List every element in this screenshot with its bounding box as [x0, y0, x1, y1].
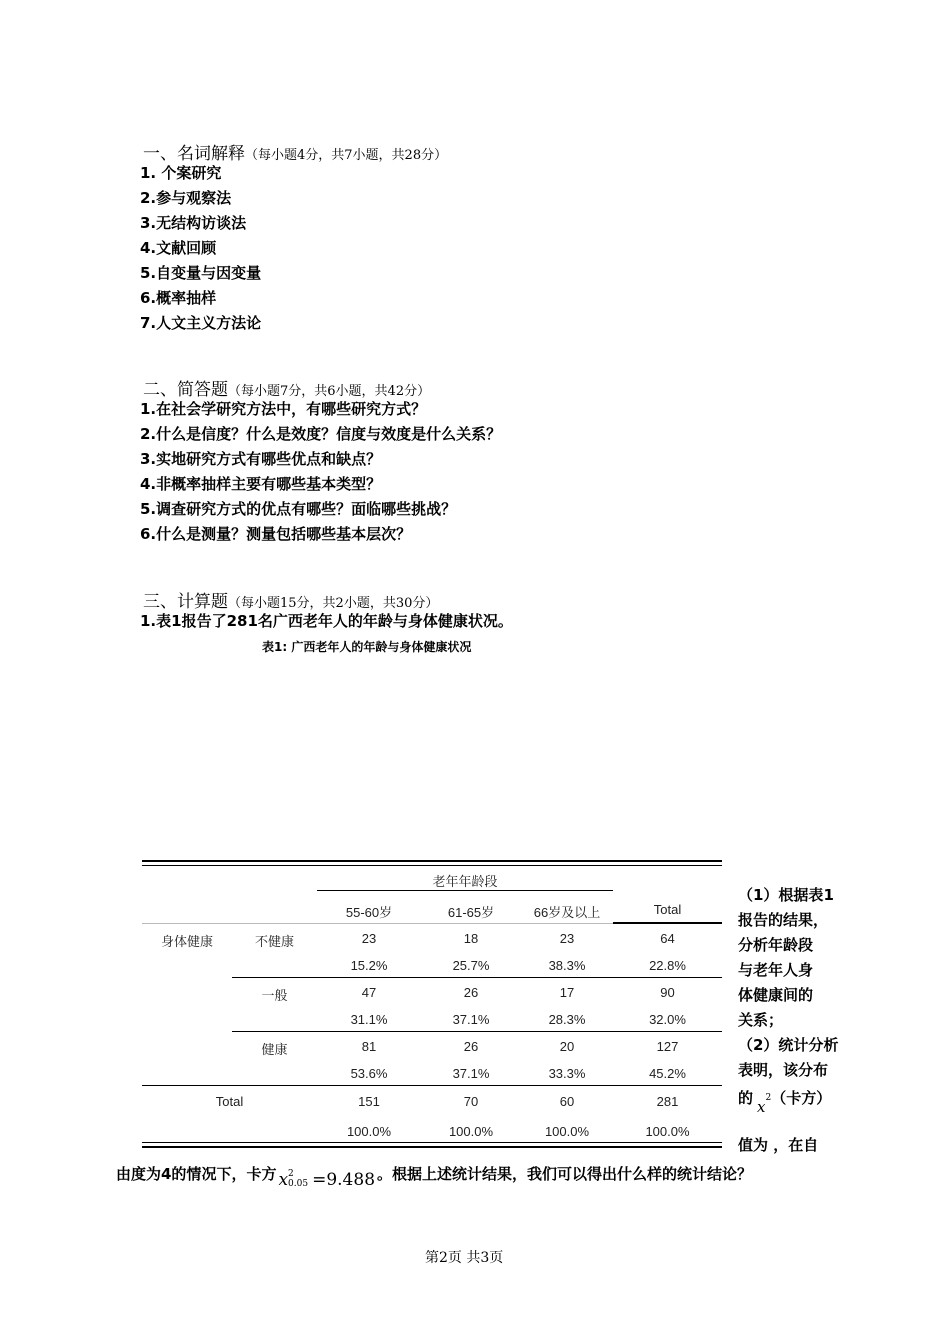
- table-cell: 81: [361, 1039, 377, 1054]
- table-cell: 23: [559, 931, 575, 946]
- group-header: 老年年龄段: [432, 874, 498, 889]
- side-line-chi: [738, 1083, 838, 1116]
- list-item: 7.人文主义方法论: [140, 314, 262, 332]
- table-cell: 127: [656, 1039, 679, 1054]
- table-cell: 47: [361, 985, 377, 1000]
- table-cell: 37.1%: [452, 1066, 490, 1081]
- question-side-text: [738, 883, 839, 1116]
- chi-value: =9.488: [312, 1170, 376, 1190]
- header-bottom-rule: [142, 923, 613, 924]
- group-header-rule: [317, 890, 613, 891]
- conclusion-before: 由度为4的情况下，卡方: [116, 1165, 277, 1183]
- table-cell: 23: [361, 931, 377, 946]
- side-kafang: （卡方）: [771, 1089, 832, 1107]
- chi-subscript: 0.05: [288, 1178, 309, 1189]
- table-cell: 281: [656, 1094, 679, 1109]
- total-divider: [142, 1085, 722, 1086]
- table-cell: 100.0%: [544, 1124, 590, 1139]
- column-header: 61-65岁: [447, 905, 495, 920]
- table-cell: 32.0%: [649, 1012, 686, 1027]
- table-cell: 100.0%: [346, 1124, 392, 1139]
- table-cell: 28.3%: [548, 1012, 586, 1027]
- conclusion-after: 。根据上述统计结果，我们可以得出什么样的统计结论？: [377, 1165, 753, 1183]
- list-item: 6.什么是测量？测量包括哪些基本层次？: [140, 525, 412, 543]
- list-item: 3.实地研究方式有哪些优点和缺点？: [140, 450, 382, 468]
- chi-superscript: 2: [765, 1093, 772, 1103]
- row-label: 不健康: [254, 934, 294, 949]
- chi-letter: x: [757, 1098, 766, 1116]
- table-cell: 64: [660, 931, 675, 946]
- table-cell: 37.1%: [452, 1012, 490, 1027]
- list-item: 5.调查研究方式的优点有哪些？面临哪些挑战？: [140, 500, 457, 518]
- side-line: 与老年人身: [738, 961, 814, 979]
- list-item: 1. 个案研究: [140, 164, 222, 182]
- table-cell: 26: [463, 985, 479, 1000]
- row-variable-label: 身体健康: [160, 934, 213, 949]
- table-cell: 53.6%: [350, 1066, 388, 1081]
- section3-note: （每小题15分，共2小题，共30分）: [228, 596, 439, 611]
- value-line: 值为 ，在自: [738, 1136, 819, 1154]
- side-line: 表明，该分布: [738, 1061, 829, 1079]
- section2-note: （每小题7分，共6小题，共42分）: [228, 384, 431, 399]
- side-line: 分析年龄段: [738, 936, 814, 954]
- section1-note: （每小题4分，共7小题，共28分）: [245, 148, 448, 163]
- table-cell: 20: [559, 1039, 575, 1054]
- conclusion-line: [116, 1162, 753, 1190]
- table-bottom-rule-inner: [142, 1142, 722, 1143]
- side-line: （2）统计分析: [738, 1036, 839, 1054]
- chi-formula: [278, 1170, 375, 1190]
- table-cell: 90: [660, 985, 675, 1000]
- list-item: 2.什么是信度？什么是效度？信度与效度是什么关系？: [140, 425, 502, 443]
- table-cell: 26: [463, 1039, 479, 1054]
- row-divider: [232, 977, 722, 978]
- table-cell: 100.0%: [448, 1124, 494, 1139]
- table-cell: 31.1%: [350, 1012, 388, 1027]
- chi-letter: x: [278, 1170, 289, 1190]
- side-line: 体健康间的: [738, 986, 814, 1004]
- section1-title: 一、名词解释: [143, 144, 245, 164]
- total-header-rule: [613, 922, 722, 924]
- table-top-rule: [142, 860, 722, 862]
- section2-title: 二、简答题: [143, 380, 228, 400]
- table-cell: 70: [463, 1094, 479, 1109]
- list-item: 2.参与观察法: [140, 189, 232, 207]
- row-divider: [232, 1031, 722, 1032]
- page-number: 第2页 共3页: [425, 1250, 504, 1266]
- list-item: 4.非概率抽样主要有哪些基本类型？: [140, 475, 382, 493]
- section3-title: 三、计算题: [143, 592, 228, 612]
- chi-superscript: 2: [288, 1168, 294, 1179]
- list-item: 5.自变量与因变量: [140, 264, 262, 282]
- chi-square-symbol: [757, 1093, 772, 1116]
- list-item: 1.在社会学研究方法中，有哪些研究方式？: [140, 400, 427, 418]
- section3-intro: 1.表1报告了281名广西老年人的年龄与身体健康状况。: [140, 612, 513, 630]
- row-label: 健康: [261, 1042, 288, 1057]
- table-caption: 表1: 广西老年人的年龄与身体健康状况: [262, 640, 472, 654]
- table-cell: 38.3%: [548, 958, 586, 973]
- chi-scripts: [288, 1169, 308, 1189]
- side-line: 报告的结果，: [738, 911, 829, 929]
- list-item: 6.概率抽样: [140, 289, 217, 307]
- side-line: 关系；: [738, 1011, 784, 1029]
- table-cell: 45.2%: [649, 1066, 686, 1081]
- table-cell: 15.2%: [350, 958, 388, 973]
- total-label: Total: [215, 1094, 244, 1109]
- side-line: （1）根据表1: [738, 886, 834, 904]
- table-bottom-rule: [142, 1146, 722, 1148]
- table-cell: 22.8%: [649, 958, 686, 973]
- side-line: 的: [738, 1089, 754, 1107]
- table-cell: 33.3%: [548, 1066, 586, 1081]
- table-top-rule-inner: [142, 865, 722, 866]
- table-cell: 18: [463, 931, 479, 946]
- column-header: 55-60岁: [345, 905, 393, 920]
- table-cell: 60: [559, 1094, 575, 1109]
- row-label: 一般: [261, 988, 288, 1003]
- list-item: 3.无结构访谈法: [140, 214, 247, 232]
- table-cell: 151: [358, 1094, 380, 1109]
- table-cell: 17: [559, 985, 575, 1000]
- list-item: 4.文献回顾: [140, 239, 217, 257]
- table-cell: 100.0%: [645, 1124, 690, 1139]
- column-header: 66岁及以上: [533, 905, 601, 920]
- table-cell: 25.7%: [452, 958, 490, 973]
- column-header-total: Total: [653, 902, 682, 917]
